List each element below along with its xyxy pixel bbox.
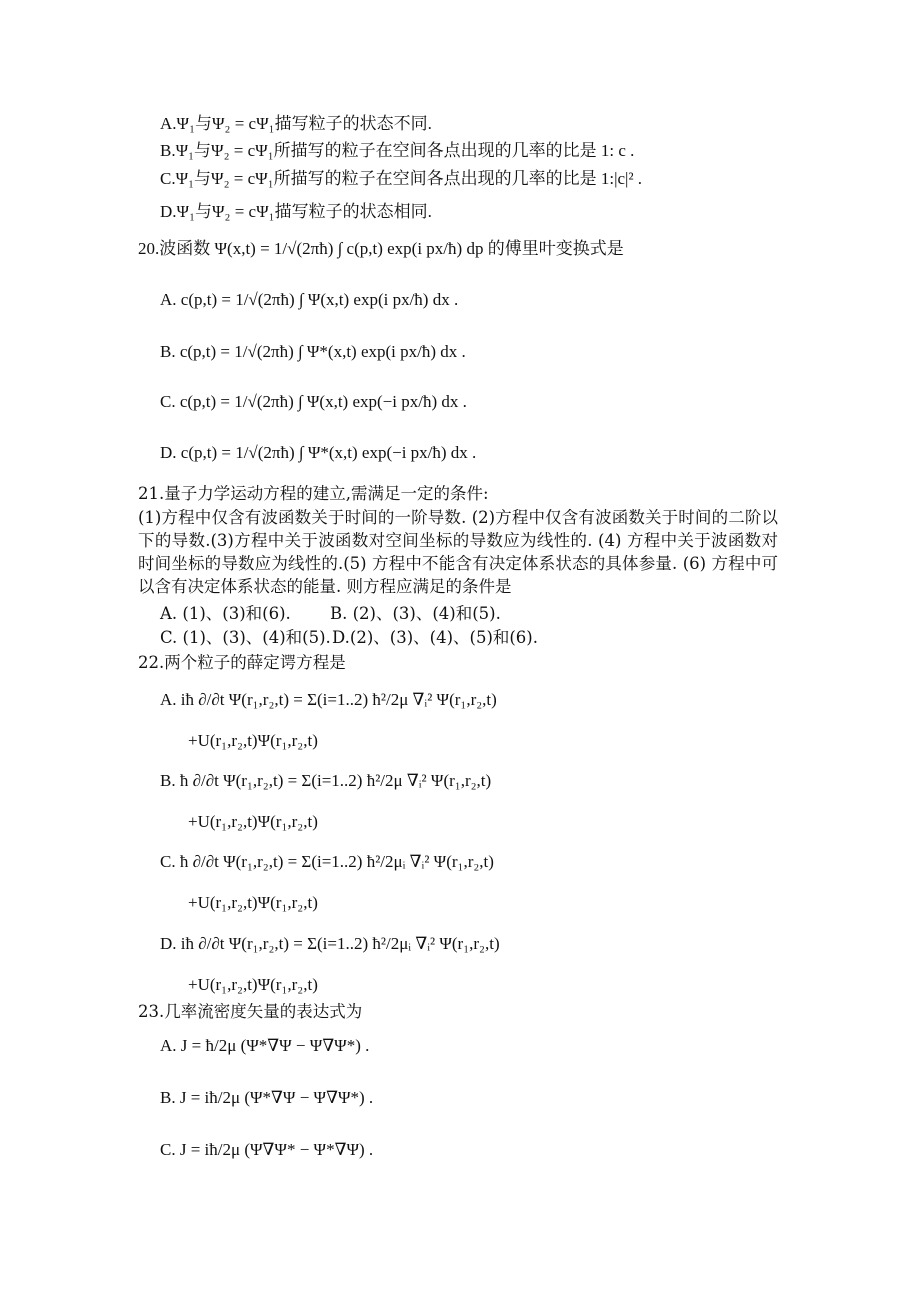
q20-option-d: D. c(p,t) = 1/√(2πħ) ∫ Ψ*(x,t) exp(−i px/ħ) dx . bbox=[160, 443, 477, 462]
q20-option-b: B. c(p,t) = 1/√(2πħ) ∫ Ψ*(x,t) exp(i px/ħ) dx . bbox=[160, 342, 466, 361]
q21-option-a: A. (1)、(3)和(6). bbox=[160, 604, 291, 623]
q22-option-c: C. ħ ∂/∂t Ψ(r₁,r₂,t) = Σ(i=1..2) ħ²/2μᵢ ∇ᵢ² Ψ(r₁,r₂,t) bbox=[160, 852, 494, 871]
q23-option-b: B. J = iħ/2μ (Ψ*∇Ψ − Ψ∇Ψ*) . bbox=[160, 1088, 374, 1107]
q22-option-c-continuation: +U(r₁,r₂,t)Ψ(r₁,r₂,t) bbox=[188, 893, 318, 912]
q22-option-a-continuation: +U(r₁,r₂,t)Ψ(r₁,r₂,t) bbox=[188, 731, 318, 750]
q19-option-a: A.Ψ₁与Ψ₂ = cΨ₁描写粒子的状态不同. bbox=[160, 114, 432, 133]
q19-option-b: B.Ψ₁与Ψ₂ = cΨ₁所描写的粒子在空间各点出现的几率的比是 1: c . bbox=[160, 141, 635, 160]
q20-option-c: C. c(p,t) = 1/√(2πħ) ∫ Ψ(x,t) exp(−i px/ħ) dx . bbox=[160, 392, 467, 411]
q20-option-a: A. c(p,t) = 1/√(2πħ) ∫ Ψ(x,t) exp(i px/ħ) dx . bbox=[160, 290, 459, 309]
q21-option-d: D.(2)、(3)、(4)、(5)和(6). bbox=[332, 628, 538, 647]
q22-option-a: A. iħ ∂/∂t Ψ(r₁,r₂,t) = Σ(i=1..2) ħ²/2μ ∇ᵢ² Ψ(r₁,r₂,t) bbox=[160, 690, 497, 709]
q22-option-b: B. ħ ∂/∂t Ψ(r₁,r₂,t) = Σ(i=1..2) ħ²/2μ ∇ᵢ² Ψ(r₁,r₂,t) bbox=[160, 771, 492, 790]
q22-stem: 22.两个粒子的薛定谔方程是 bbox=[138, 653, 346, 672]
q21-option-c: C. (1)、(3)、(4)和(5). bbox=[160, 628, 331, 647]
q20-stem: 20.波函数 Ψ(x,t) = 1/√(2πħ) ∫ c(p,t) exp(i px/ħ) dp 的傅里叶变换式是 bbox=[138, 239, 624, 258]
q23-stem: 23.几率流密度矢量的表达式为 bbox=[138, 1002, 363, 1021]
q22-option-d: D. iħ ∂/∂t Ψ(r₁,r₂,t) = Σ(i=1..2) ħ²/2μᵢ ∇ᵢ² Ψ(r₁,r₂,t) bbox=[160, 934, 500, 953]
q21-option-b: B. (2)、(3)、(4)和(5). bbox=[330, 604, 501, 623]
q23-option-a: A. J = ħ/2μ (Ψ*∇Ψ − Ψ∇Ψ*) . bbox=[160, 1036, 370, 1055]
q23-option-c: C. J = iħ/2μ (Ψ∇Ψ* − Ψ*∇Ψ) . bbox=[160, 1140, 374, 1159]
q22-option-d-continuation: +U(r₁,r₂,t)Ψ(r₁,r₂,t) bbox=[188, 975, 318, 994]
q22-option-b-continuation: +U(r₁,r₂,t)Ψ(r₁,r₂,t) bbox=[188, 812, 318, 831]
q21-stem: 21.量子力学运动方程的建立,需满足一定的条件: bbox=[138, 484, 489, 503]
q21-body: (1)方程中仅含有波函数关于时间的一阶导数. (2)方程中仅含有波函数关于时间的二阶以下的导数.(3)方程中关于波函数对空间坐标的导数应为线性的. (4) 方程中关于波函数对时间坐标的导数应为线性的.(5) 方程中不能含有决定体系状态的具体参量. (6) 方程中可以含有决定体系状态的能量. 则方程应满足的条件是 bbox=[138, 508, 778, 596]
q19-option-d: D.Ψ₁与Ψ₂ = cΨ₁描写粒子的状态相同. bbox=[160, 202, 432, 221]
q19-option-c: C.Ψ₁与Ψ₂ = cΨ₁所描写的粒子在空间各点出现的几率的比是 1:|c|² . bbox=[160, 169, 643, 188]
